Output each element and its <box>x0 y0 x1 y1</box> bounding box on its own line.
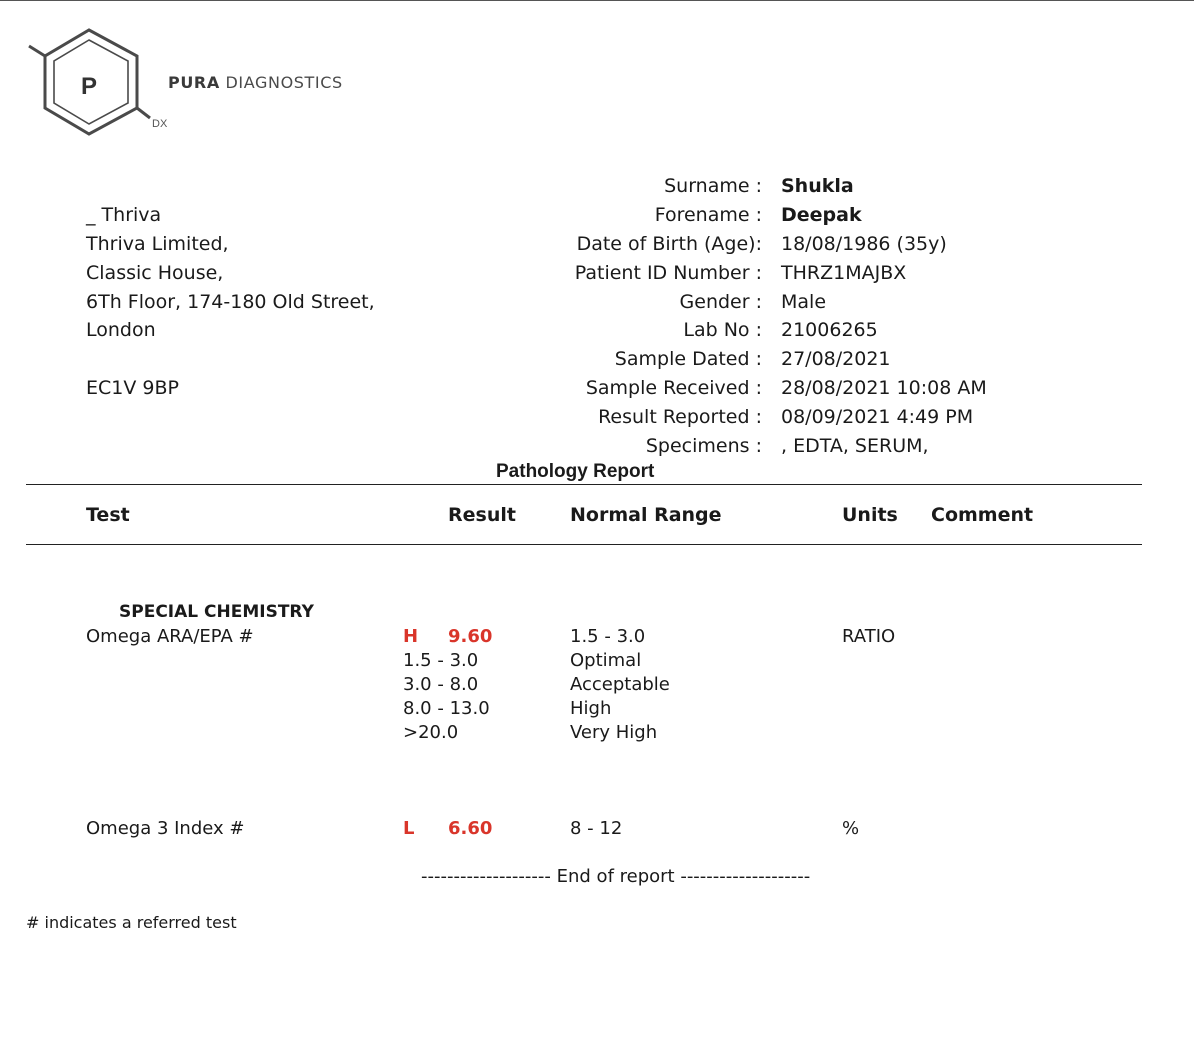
sample-dated-value: 27/08/2021 <box>781 348 891 370</box>
result-value: 6.60 <box>448 818 493 839</box>
gender-value: Male <box>781 291 827 313</box>
band-range: 8.0 - 13.0 <box>403 698 490 719</box>
result-flag: L <box>403 818 415 839</box>
dob-label: Date of Birth (Age): <box>576 233 762 255</box>
result-flag: H <box>403 626 419 647</box>
section-heading: SPECIAL CHEMISTRY <box>119 602 314 622</box>
result-reported-value: 08/09/2021 4:49 PM <box>781 406 974 428</box>
result-value: 9.60 <box>448 626 493 647</box>
normal-range: 1.5 - 3.0 <box>570 626 646 647</box>
band-range: 1.5 - 3.0 <box>403 650 479 671</box>
band-range: >20.0 <box>403 722 459 743</box>
column-header-test: Test <box>86 504 130 526</box>
band-label: Very High <box>570 722 658 743</box>
column-header-result: Result <box>448 504 516 526</box>
column-header-units: Units <box>842 504 898 526</box>
sample-dated-label: Sample Dated : <box>614 348 762 370</box>
forename-label: Forename : <box>654 204 762 226</box>
address-line: _ Thriva <box>86 204 162 226</box>
address-line: London <box>86 319 156 341</box>
report-title: Pathology Report <box>496 461 655 482</box>
pura-hexagon-logo-icon <box>26 26 186 136</box>
forename-value: Deepak <box>781 204 862 226</box>
normal-range: 8 - 12 <box>570 818 623 839</box>
logo-letter: P <box>80 73 98 100</box>
header-top-rule <box>26 484 1142 485</box>
top-border <box>0 0 1194 1</box>
result-reported-label: Result Reported : <box>598 406 762 428</box>
lab-no-value: 21006265 <box>781 319 878 341</box>
gender-label: Gender : <box>679 291 762 313</box>
band-range: 3.0 - 8.0 <box>403 674 479 695</box>
footnote: # indicates a referred test <box>26 913 237 932</box>
address-line: 6Th Floor, 174-180 Old Street, <box>86 291 375 313</box>
postcode: EC1V 9BP <box>86 377 179 399</box>
band-label: Optimal <box>570 650 642 671</box>
band-label: High <box>570 698 612 719</box>
patient-id-label: Patient ID Number : <box>574 262 762 284</box>
brand-name: PURA DIAGNOSTICS <box>168 73 343 92</box>
band-label: Acceptable <box>570 674 670 695</box>
units: % <box>842 818 860 839</box>
surname-value: Shukla <box>781 175 854 197</box>
specimens-value: , EDTA, SERUM, <box>781 435 929 457</box>
dob-value: 18/08/1986 (35y) <box>781 233 947 255</box>
column-header-comment: Comment <box>931 504 1034 526</box>
lab-no-label: Lab No : <box>683 319 762 341</box>
header-bottom-rule <box>26 544 1142 545</box>
test-name: Omega ARA/EPA # <box>86 626 254 647</box>
patient-id-value: THRZ1MAJBX <box>781 262 907 284</box>
address-line: Classic House, <box>86 262 224 284</box>
test-name: Omega 3 Index # <box>86 818 245 839</box>
address-line: Thriva Limited, <box>86 233 229 255</box>
specimens-label: Specimens : <box>645 435 762 457</box>
units: RATIO <box>842 626 896 647</box>
surname-label: Surname : <box>664 175 762 197</box>
sample-received-value: 28/08/2021 10:08 AM <box>781 377 987 399</box>
column-header-normal-range: Normal Range <box>570 504 722 526</box>
sample-received-label: Sample Received : <box>585 377 762 399</box>
logo-sub: DX <box>152 118 168 130</box>
end-of-report: -------------------- End of report -------------------- <box>421 866 811 887</box>
